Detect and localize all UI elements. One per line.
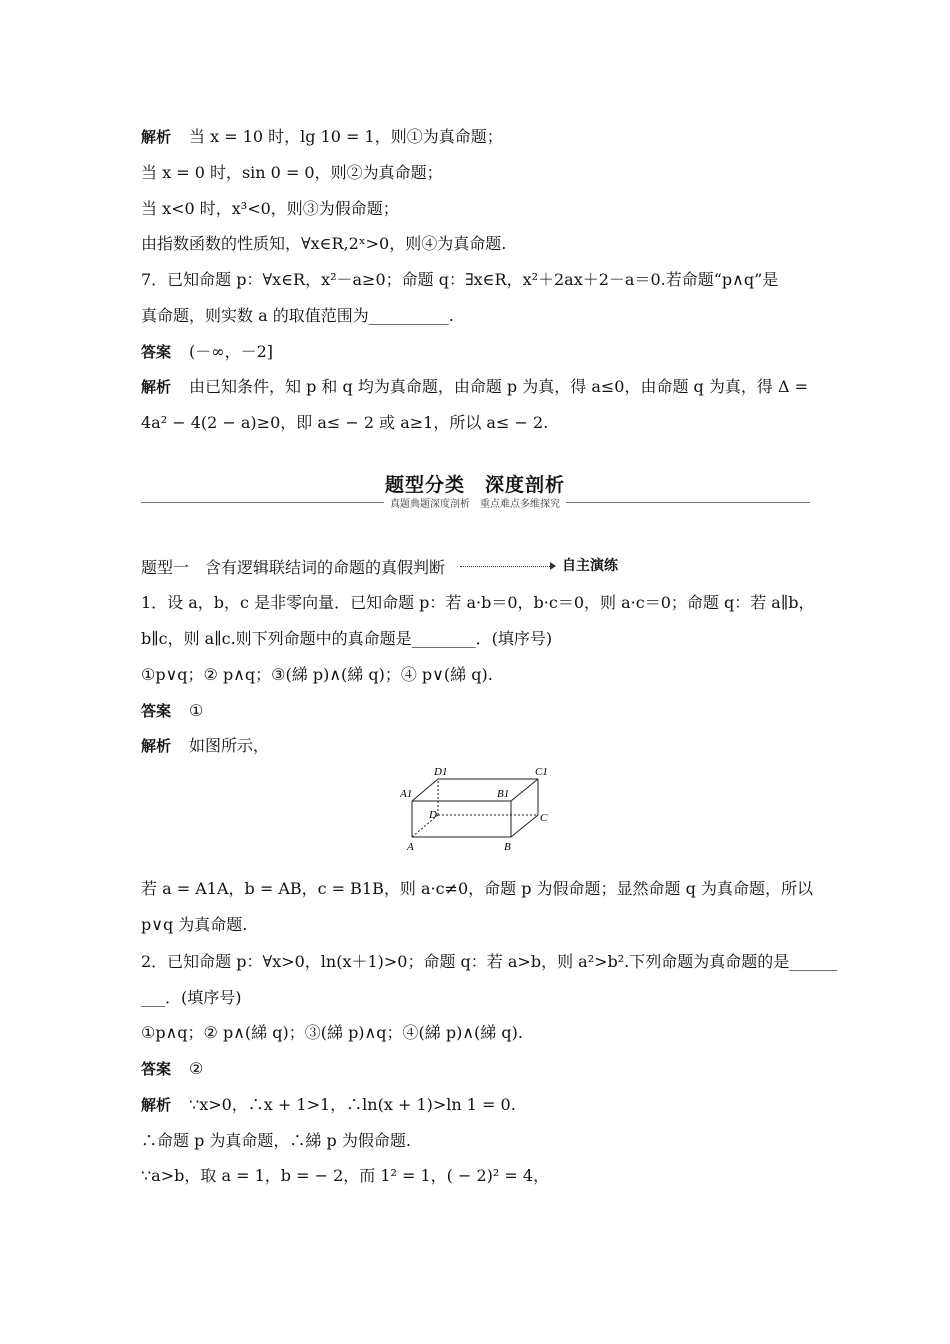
line-text: ①p∧q；② p∧(綈 q)；③(綈 p)∧q；④(綈 p)∧(綈 q). (141, 1023, 523, 1042)
section-banner-subtitle (0, 495, 950, 510)
line-text: (－∞，－2] (189, 342, 274, 361)
cuboid-figure (400, 763, 560, 855)
line-4 (141, 269, 810, 291)
line-9 (141, 557, 810, 579)
line-label: 解析 (141, 1096, 172, 1114)
line-text: ∵a>b，取 a = 1，b = − 2，而 1² = 1，( − 2)² = 4， (141, 1166, 550, 1185)
line-label: 解析 (141, 378, 172, 396)
line-text: 当 x = 10 时，lg 10 = 1，则①为真命题； (189, 127, 503, 146)
line-15 (141, 878, 813, 900)
label-b: B (504, 841, 511, 853)
line-label: 答案 (141, 1060, 172, 1078)
line-label: 答案 (141, 343, 172, 361)
line-text: 如图所示， (189, 736, 270, 755)
line-text: 1．设 a，b，c 是非零向量．已知命题 p：若 a·b＝0，b·c＝0，则 a·c＝0；命题 q：若 a∥b， (141, 593, 815, 612)
line-19 (141, 1022, 810, 1044)
edge-b-c (511, 815, 538, 837)
line-6 (141, 341, 810, 363)
line-22 (141, 1130, 810, 1152)
line-label: 答案 (141, 702, 172, 720)
line-text: 若 a = A1A，b = AB，c = B1B，则 a·c≠0，命题 p 为假命题；显然命题 q 为真命题，所以 (141, 879, 813, 898)
line-text: ___．(填序号) (141, 988, 242, 1007)
line-text: 7．已知命题 p：∀x∈R，x²－a≥0；命题 q：∃x∈R，x²＋2ax＋2－a＝0.若命题“p∧q”是 (141, 270, 779, 289)
line-0 (141, 126, 810, 148)
edge-a1-d1 (412, 779, 438, 801)
line-8 (141, 412, 810, 434)
line-16 (141, 914, 810, 936)
line-text: 当 x<0 时，x³<0，则③为假命题； (141, 199, 399, 218)
line-text: 4a² − 4(2 − a)≥0，即 a≤ − 2 或 a≥1，所以 a≤ − 2. (141, 413, 549, 432)
line-text: ① (189, 701, 204, 720)
label-c1: C1 (535, 766, 548, 778)
line-label: 解析 (141, 737, 172, 755)
line-text: b∥c，则 a∥c.则下列命题中的真命题是________．(填序号) (141, 629, 553, 648)
arrow-icon (550, 562, 556, 570)
label-a1: A1 (400, 788, 413, 800)
label-d1: D1 (434, 766, 448, 778)
line-13 (141, 700, 810, 722)
line-label: 解析 (141, 128, 172, 146)
practice-tag: 自主演练 (562, 558, 618, 574)
banner-subtitle-text: 真题典题深度剖析 重点难点多维探究 (384, 499, 566, 510)
line-18 (141, 987, 810, 1009)
label-c: C (540, 812, 548, 824)
label-b1: B1 (497, 788, 510, 800)
line-2 (141, 198, 810, 220)
line-3 (141, 233, 810, 255)
line-12 (141, 664, 810, 686)
edge-b1-c1 (511, 779, 538, 801)
line-17 (141, 951, 838, 973)
label-d: D (429, 809, 437, 821)
line-23 (141, 1165, 810, 1187)
line-text: 当 x = 0 时，sin 0 = 0，则②为真命题； (141, 163, 443, 182)
leader-dots (460, 566, 552, 567)
line-text: ② (189, 1059, 204, 1078)
label-a: A (407, 841, 414, 853)
line-text: 由已知条件，知 p 和 q 均为真命题，由命题 p 为真，得 a≤0，由命题 q 为真，得 Δ = (189, 377, 809, 396)
line-20 (141, 1058, 810, 1080)
line-21 (141, 1094, 810, 1116)
line-5 (141, 305, 810, 327)
line-text: p∨q 为真命题. (141, 915, 248, 934)
line-14 (141, 735, 810, 757)
line-text: 由指数函数的性质知，∀x∈R,2ˣ>0，则④为真命题. (141, 234, 507, 253)
line-10 (141, 592, 815, 614)
line-text: 2．已知命题 p：∀x>0，ln(x＋1)>0；命题 q：若 a>b，则 a²>b².下列命题为真命题的是______ (141, 952, 838, 971)
line-1 (141, 162, 810, 184)
line-11 (141, 628, 810, 650)
line-text: 真命题，则实数 a 的取值范围为__________. (141, 306, 454, 325)
line-text: ∵x>0，∴x + 1>1，∴ln(x + 1)>ln 1 = 0. (189, 1095, 516, 1114)
section-banner-title: 题型分类 深度剖析 (384, 474, 565, 496)
line-text: ∴命题 p 为真命题，∴綈 p 为假命题. (141, 1131, 411, 1150)
line-7 (141, 376, 810, 398)
line-text: 题型一 含有逻辑联结词的命题的真假判断 (141, 558, 446, 577)
line-text: ①p∨q；② p∧q；③(綈 p)∧(綈 q)；④ p∨(綈 q). (141, 665, 493, 684)
